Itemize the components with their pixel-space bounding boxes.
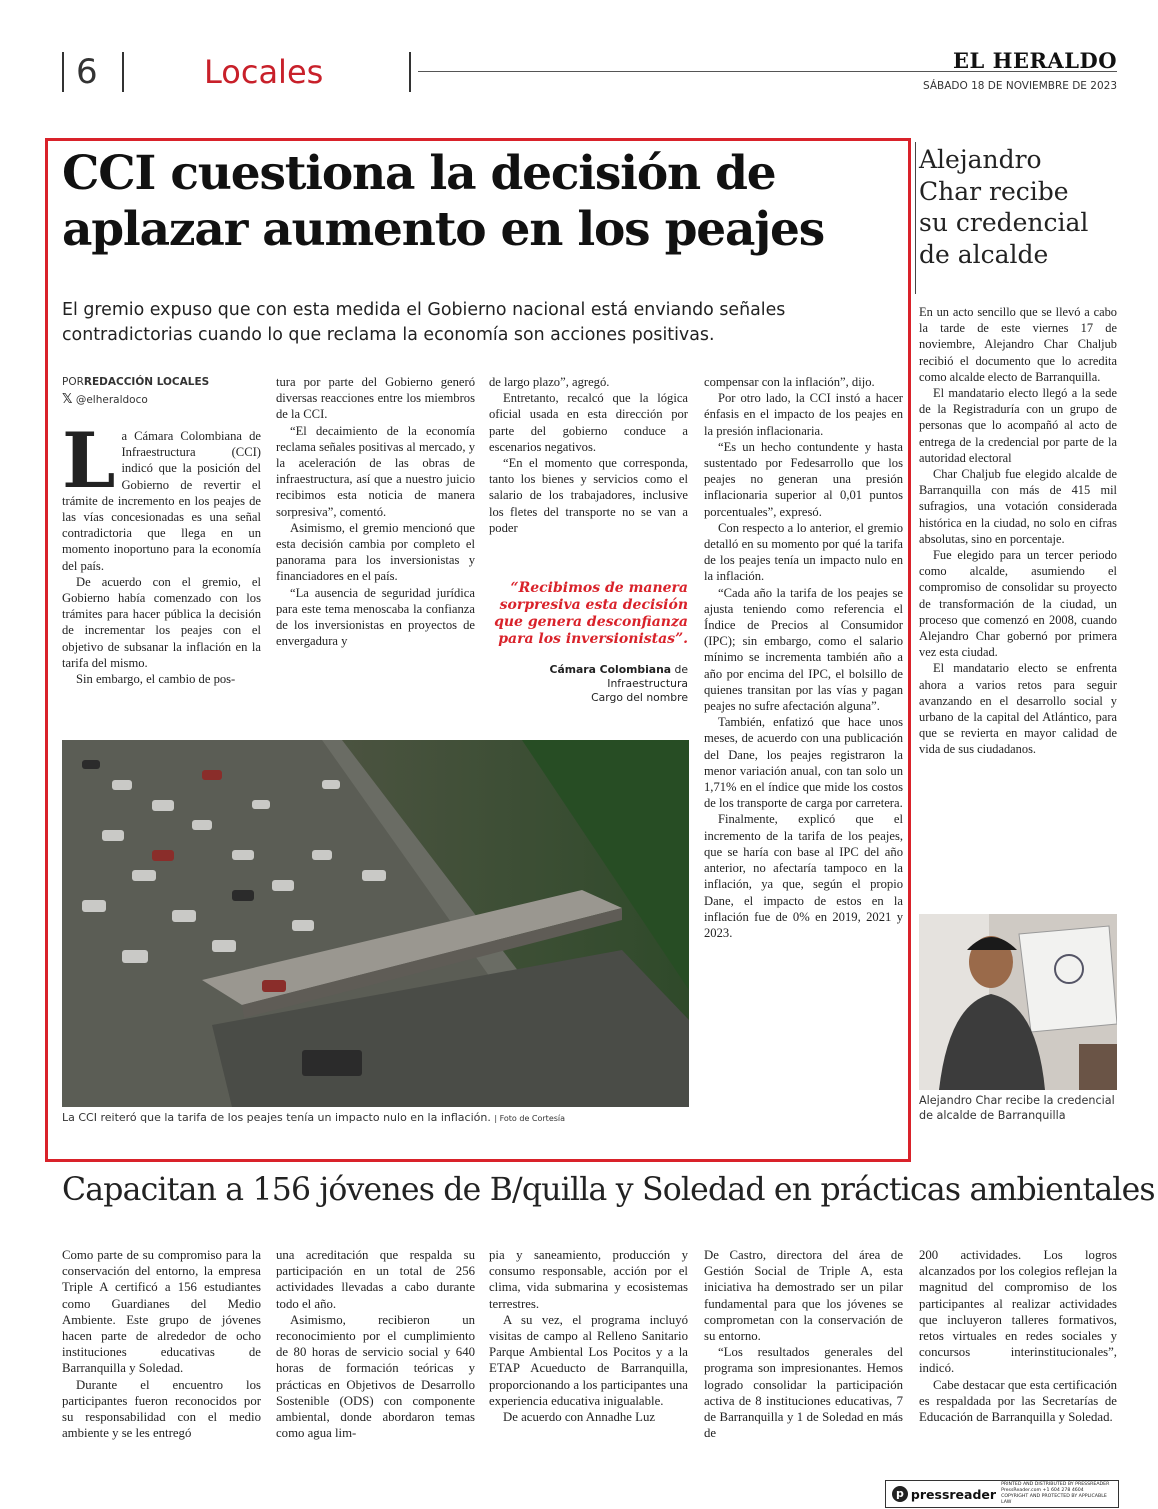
bottom-column-4: De Castro, directora del área de Gestión Social de Triple A, esta iniciativa ha demostrado ser un pilar fundamental para que los jóvenes se comprometan con la conservación de su entorno. “Los resultados generales del programa son impresionantes. Hemos logrado consolidar la participación activa de 8 instituciones educativas, 7 de Barranquilla y 1 de Soledad en más de: [704, 1248, 903, 1441]
page-number: 6: [76, 52, 98, 92]
social-handle[interactable]: 𝕏 @elheraldoco: [62, 392, 148, 407]
masthead-logo: EL HERALDO: [953, 48, 1117, 73]
article-column-1: L a Cámara Colombiana de Infraestructura (CCI) indicó que la posición del Gobierno de revertir el trámite de incremento en los peajes de las vías concesionadas es una señal contradictoria que llega en un momento inoportuno para la economía del país. De acuerdo con el gremio, el Gobierno había comenzado con los trámites para hacer pública la decisión de incrementar los peajes con el objetivo de subsanar la inflación en la tarifa del mismo. Sin embargo, el cambio de pos-: [62, 416, 261, 687]
sidebar-divider: [915, 142, 916, 294]
issue-date: SÁBADO 18 DE NOVIEMBRE DE 2023: [922, 80, 1117, 92]
bottom-column-3: pia y saneamiento, producción y consumo responsable, acción por el clima, vida submarina y ecosistemas terrestres. A su vez, el programa incluyó visitas de campo al Relleno Sanitario Parque Ambiental Los Pocitos y a la ETAP Acueducto de Barranquilla, proporcionando a los participantes una experiencia educativa inigualable. De acuerdo con Annadhe Luz: [489, 1248, 688, 1425]
pull-quote-source: Cámara Colombiana de Infraestructura Cargo del nombre: [549, 663, 688, 704]
header-divider: [62, 52, 64, 92]
article-deck: El gremio expuso que con esta medida el Gobierno nacional está enviando señales contradictorias cuando lo que reclama la economía son acciones positivas.: [62, 300, 786, 345]
byline: PORREDACCIÓN LOCALES: [62, 376, 210, 388]
bottom-column-2: una acreditación que respalda su participación en un total de 256 actividades llevadas a cabo durante todo el año. Asimismo, recibieron un reconocimiento por el cumplimiento de 80 horas de servicio social y 640 horas de formación teóricas y prácticas en Objetivos de Desarrollo Sostenible (ODS) con componente ambiental, donde abordaron temas como agua lim-: [276, 1248, 475, 1441]
article-column-3: de largo plazo”, agregó. Entretanto, recalcó que la lógica oficial usada en esta dirección por parte del gobierno conduce a escenarios negativos. “En el momento que corresponda, tanto los bienes y servicios como el salario de los trabajadores, inclusive los fletes del transporte no se van a poder: [489, 375, 688, 535]
section-title: Locales: [204, 53, 324, 91]
char-credential-photo: [919, 914, 1117, 1090]
sidebar-photo-caption: Alejandro Char recibe la credencial de alcalde de Barranquilla: [919, 1094, 1115, 1122]
photo-credit: | Foto de Cortesía: [494, 1114, 566, 1123]
article-column-2: tura por parte del Gobierno generó diversas reacciones entre los miembros de la CCI. “El decaimiento de la economía reclama señales positivas al mercado, y la aceleración de las obras de infraestructura, así que a nuestro juicio recibimos esta noticia de manera sorpresiva”, comentó. Asimismo, el gremio mencionó que esta decisión cambia por completo el panorama para los inversionistas y financiadores en el país. “La ausencia de seguridad jurídica para este tema menoscaba la confianza de los inversionistas en proyectos de envergadura y: [276, 375, 475, 649]
header-divider: [122, 52, 124, 92]
header-divider: [409, 52, 411, 92]
pressreader-legal: PRINTED AND DISTRIBUTED BY PRESSREADER PressReader.com +1 604 278 4604 COPYRIGHT AND PROTECTED BY APPLICABLE LAW: [1001, 1482, 1110, 1505]
pressreader-badge[interactable]: [885, 1480, 1119, 1508]
sidebar-body: En un acto sencillo que se llevó a cabo la tarde de este viernes 17 de noviembre, Alejandro Char Chaljub recibió el documento que lo acredita como alcalde electo de Barranquilla. El mandatario electo llegó a la sede de la Registraduría con un grupo de personas que lo acompañó al acto de entrega de la credencial por parte de la autoridad electoral Char Chaljub fue elegido alcalde de Barranquilla con más de 415 mil sufragios, una votación considerada histórica en la ciudad, no solo en cifras absolutas, sino en porcentaje. Fue elegido para un tercer periodo como alcalde, asumiendo el compromiso de consolidar su proyecto de transformación de la ciudad, un proceso que comenzó en 2008, cuando Alejandro Char gobernó por primera vez esta ciudad. El mandatario electo se enfrenta ahora a varios retos para seguir avanzando en el desarrollo social y urbano de la capital del Atlántico, para que se revierta en mayor calidad de vida de sus ciudadanos.: [919, 305, 1117, 757]
bottom-column-1: Como parte de su compromiso para la conservación del entorno, la empresa Triple A certificó a 156 estudiantes como Guardianes del Medio Ambiente. Este grupo de jóvenes hacen parte de alrededor de ocho instituciones educativas de Barranquilla y Soledad. Durante el encuentro los participantes fueron reconocidos por su responsabilidad con el medio ambiente y se les entregó: [62, 1248, 261, 1441]
photo-caption: La CCI reiteró que la tarifa de los peajes tenía un impacto nulo en la inflación. | Foto de Cortesía: [62, 1111, 566, 1124]
bottom-headline: Capacitan a 156 jóvenes de B/quilla y Soledad en prácticas ambientales: [62, 1172, 1155, 1208]
pressreader-logo-icon: p: [892, 1486, 908, 1502]
drop-cap: L: [62, 416, 116, 505]
main-headline: CCI cuestiona la decisión de aplazar aumento en los peajes: [62, 146, 824, 257]
pressreader-brand: pressreader: [910, 1486, 997, 1502]
x-logo-icon: 𝕏: [62, 392, 73, 407]
article-column-4: compensar con la inflación”, dijo. Por otro lado, la CCI instó a hacer énfasis en el impacto de los peajes en la presión inflacionaria. “Es un hecho contundente y hasta sustentado por Fedesarrollo que los peajes no generan una presión inflacionaria superior al 0,01 puntos porcentuales”, expresó. Con respecto a lo anterior, el gremio detalló en su momento por qué la tarifa de los peajes tenía un impacto nulo en la inflación. “Cada año la tarifa de los peajes se ajusta teniendo como referencia el Índice de Precios al Consumidor (IPC); sin embargo, como el salario mínimo se incrementa también año a año por encima del IPC, el bolsillo de quienes transitan por las vías y pagan peajes no sufre afectación alguna”. También, enfatizó que hace unos meses, de acuerdo con una publicación del Dane, los peajes registraron la menor variación anual, con tan solo un 1,71% en el índice que mide los costos de los transporte de carga por carretera. Finalmente, explicó que el incremento de la tarifa de los peajes, que se haría con base al IPC del año anterior, no afectaría tampoco en la inflación, ya que, según el propio Dane, el impacto de estos en la inflación fue de 0% en 2019, 2021 y 2023.: [704, 375, 903, 940]
bottom-column-5: 200 actividades. Los logros alcanzados por los colegios reflejan la magnitud del compromiso de los participantes al realizar actividades que incluyeron talleres formativos, retos virtuales en redes sociales y concursos interinstitucionales”, indicó. Cabe destacar que esta certificación es respaldada por las Secretarías de Educación de Barranquilla y Soledad.: [919, 1248, 1117, 1425]
sidebar-headline: Alejandro Char recibe su credencial de alcalde: [919, 145, 1089, 269]
pull-quote: “Recibimos de manera sorpresiva esta decisión que genera desconfianza para los inversionistas”.: [494, 580, 688, 647]
toll-booth-photo: [62, 740, 689, 1107]
